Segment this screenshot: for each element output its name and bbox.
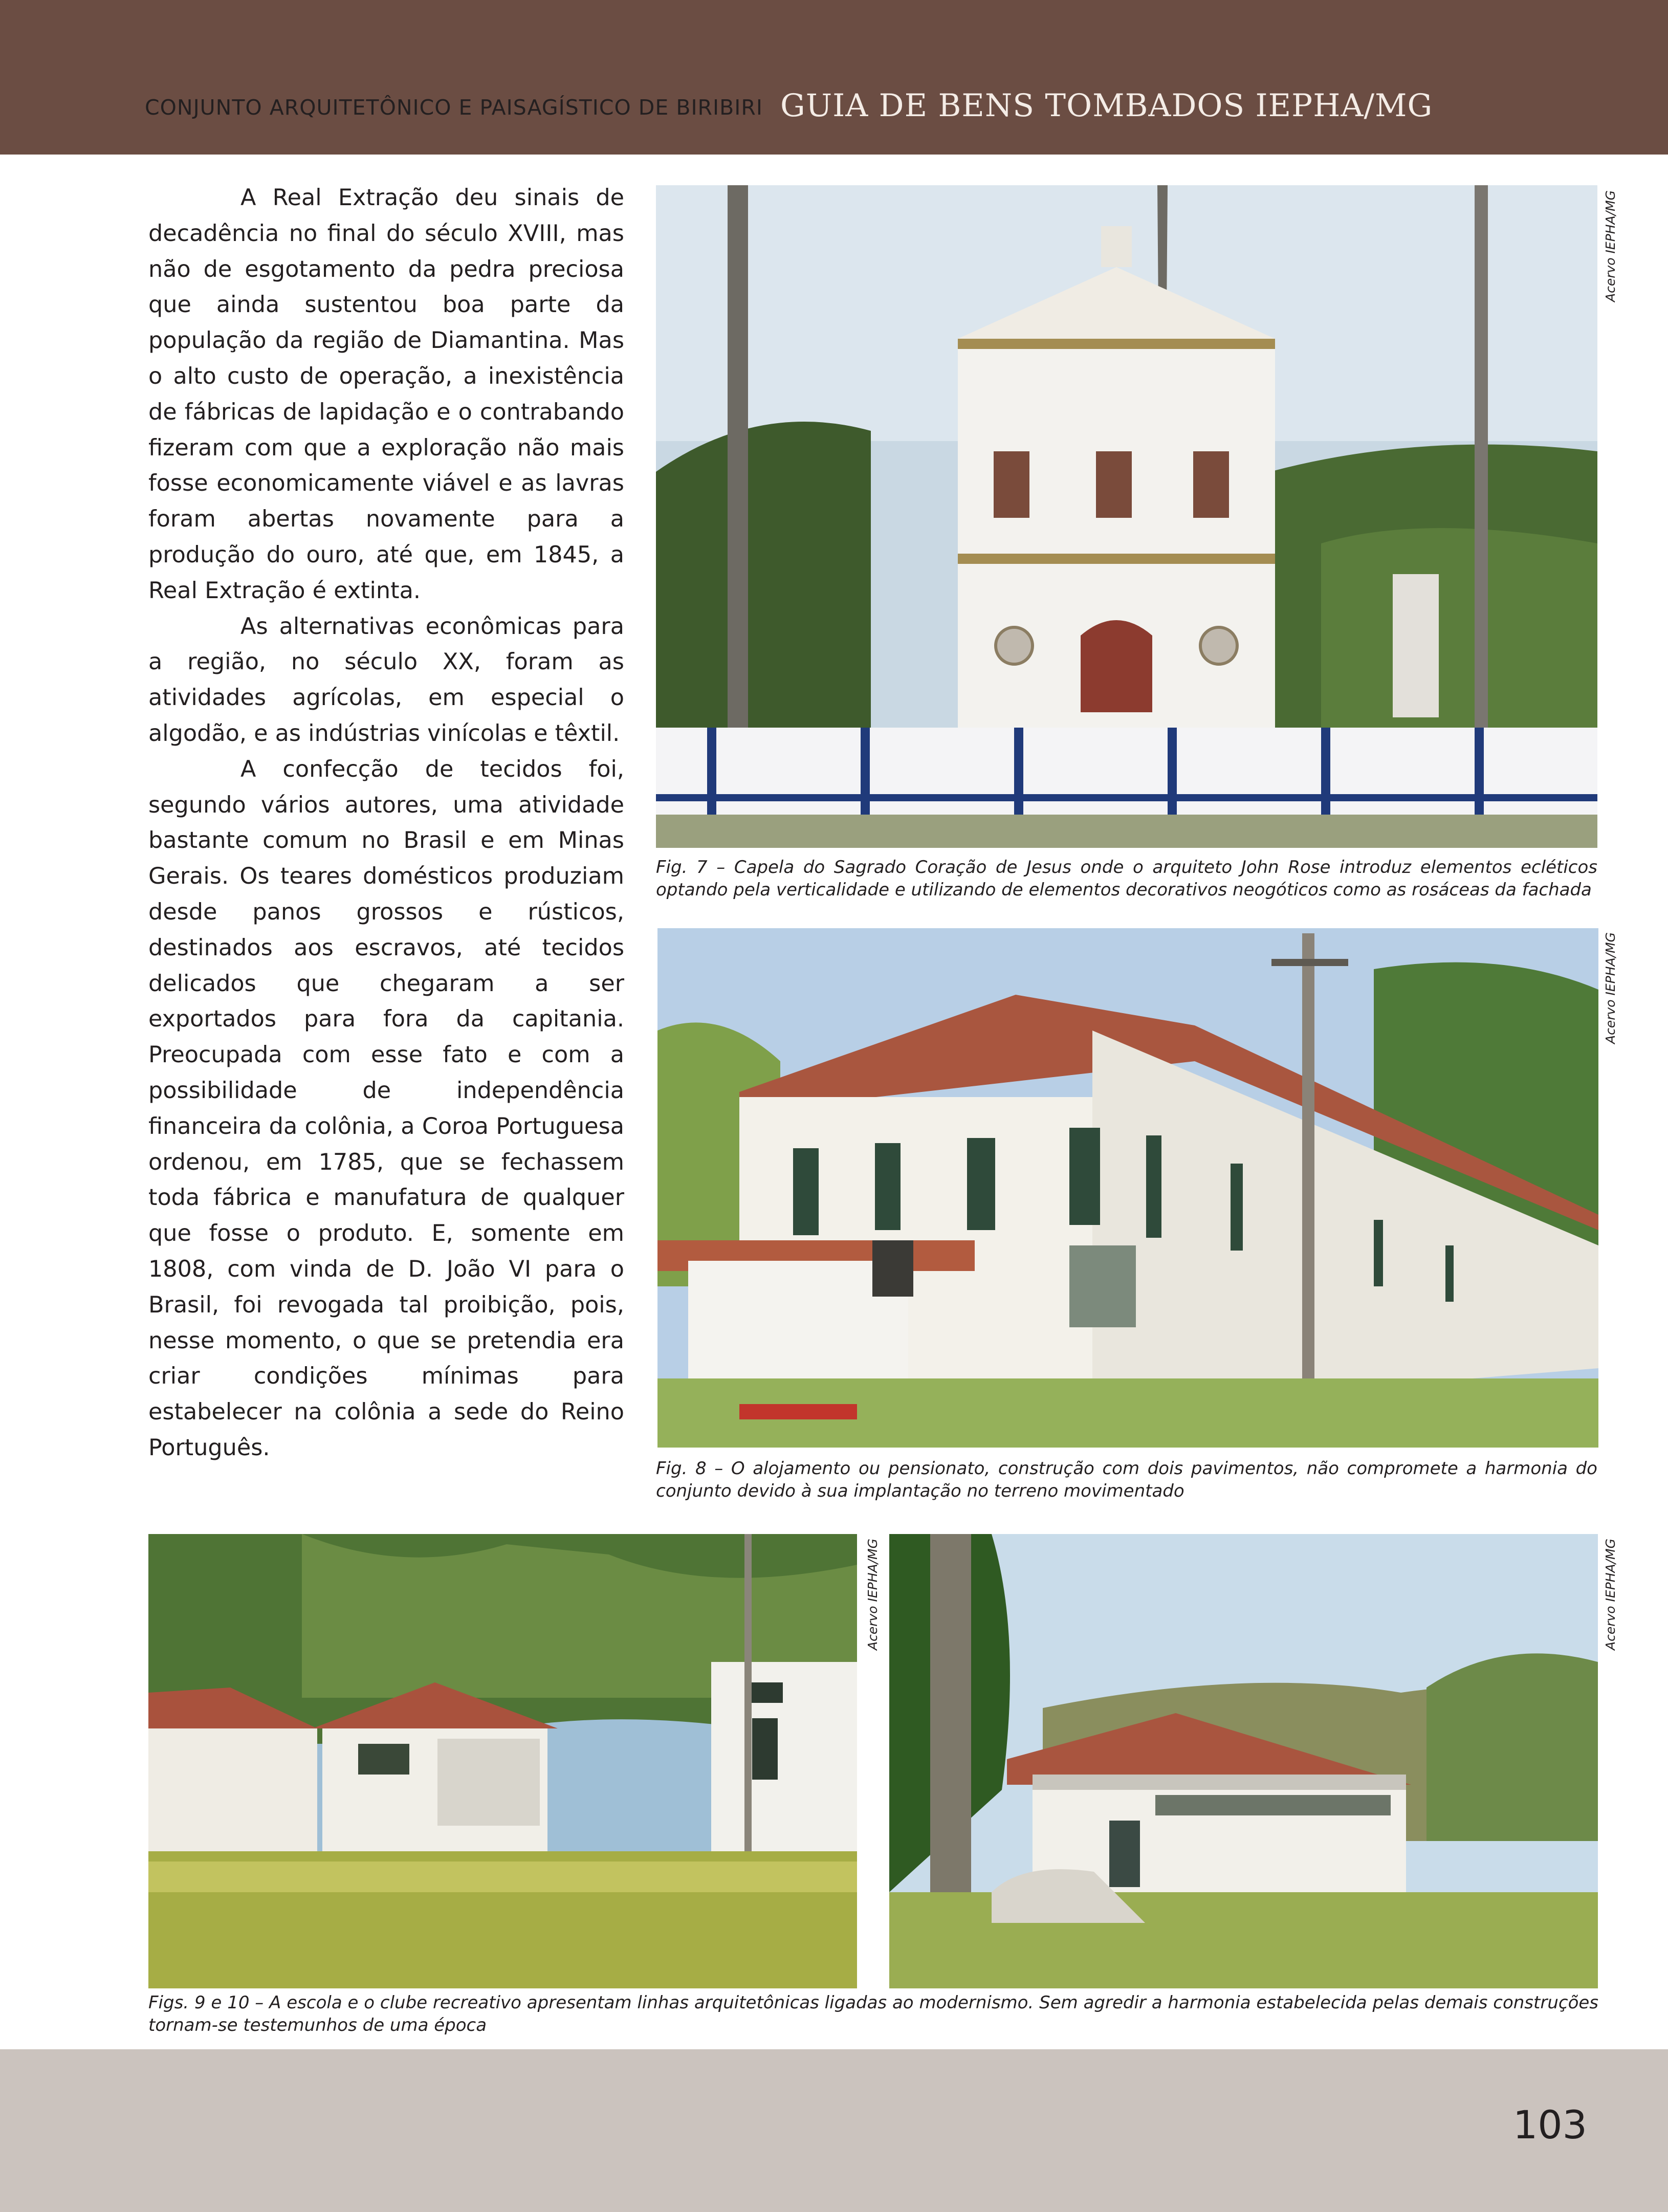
fig9-school-photo	[148, 1534, 857, 1988]
paragraph: A Real Extração deu sinais de decadência no final do século XVIII, mas não de esgotamento da pedra preciosa que ainda sustentou boa parte da população da região de Diamantina. Mas o alto custo de operação, a inexistência de fábricas de lapidação e o contrabando fizeram com que a exploração não mais fosse economicamente viável e as lavras foram abertas novamente para a produção do ouro, até que, em 1845, a Real Extração é extinta.	[148, 185, 624, 604]
fig9-10-caption: Figs. 9 e 10 – A escola e o clube recreativo apresentam linhas arquitetônicas ligadas ao modernismo. Sem agredir a harmonia estabelecida pelas demais construções tornam-se testemunhos de uma época	[148, 1992, 1598, 2035]
paragraph: As alternativas econômicas para a região, no século XX, foram as atividades agrícolas, em especial o algodão, e as indústrias vinícolas e têxtil.	[148, 613, 624, 747]
fig10-club-photo	[889, 1534, 1598, 1988]
fig7-chapel-photo	[656, 185, 1597, 848]
body-text	[148, 180, 624, 1466]
page-footer	[0, 2049, 1668, 2212]
page-header	[0, 0, 1668, 155]
fig8-caption: Fig. 8 – O alojamento ou pensionato, construção com dois pavimentos, não compromete a harmonia do conjunto devido à sua implantação no terreno movimentado	[656, 1458, 1597, 1501]
photo-credit: Acervo IEPHA/MG	[1603, 1538, 1618, 1650]
fig7-caption: Fig. 7 – Capela do Sagrado Coração de Jesus onde o arquiteto John Rose introduz elementos ecléticos optando pela verticalidade e utilizando de elementos decorativos neogóticos como as rosáceas da fachada	[656, 857, 1597, 900]
fig8-lodging-photo	[657, 928, 1598, 1448]
page-number: 103	[1512, 2102, 1587, 2148]
header-subtitle: CONJUNTO ARQUITETÔNICO E PAISAGÍSTICO DE BIRIBIRI	[145, 95, 763, 120]
paragraph: A confecção de tecidos foi, segundo vários autores, uma atividade bastante comum no Brasil e em Minas Gerais. Os teares domésticos produziam desde panos grossos e rústicos, destinados aos escravos, até tecidos delicados que chegaram a ser exportados para fora da capitania. Preocupada com esse fato e com a possibilidade de independência financeira da colônia, a Coroa Portuguesa ordenou, em 1785, que se fechassem toda fábrica e manufatura de qualquer que fosse o produto. E, somente em 1808, com vinda de D. João VI para o Brasil, foi revogada tal proibição, pois, nesse momento, o que se pretendia era criar condições mínimas para estabelecer na colônia a sede do Reino Português.	[148, 756, 624, 1461]
photo-credit: Acervo IEPHA/MG	[865, 1538, 880, 1650]
photo-credit: Acervo IEPHA/MG	[1603, 932, 1618, 1044]
photo-credit: Acervo IEPHA/MG	[1603, 190, 1618, 302]
header-title: GUIA DE BENS TOMBADOS IEPHA/MG	[780, 87, 1433, 124]
